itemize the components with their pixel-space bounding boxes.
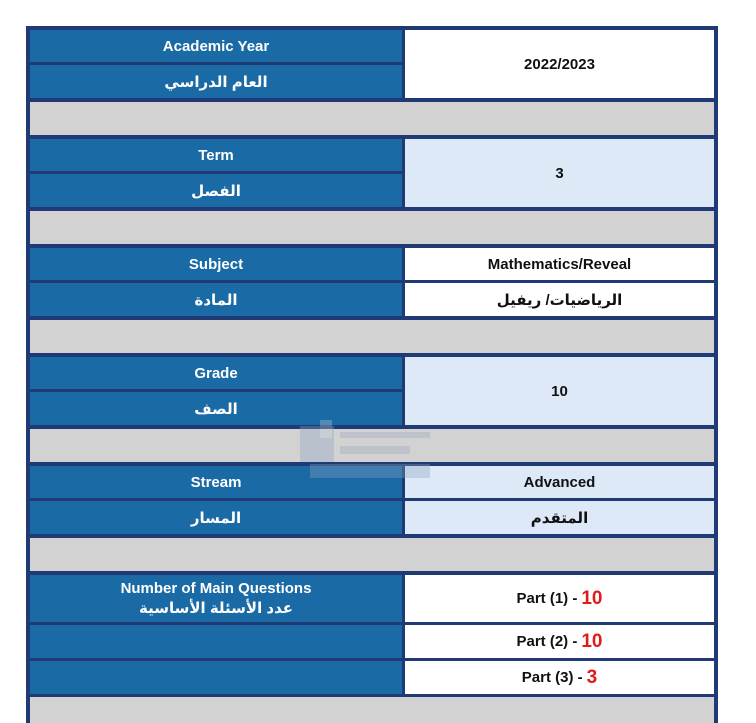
grade-label-ar <box>30 392 402 425</box>
grade-value-text: 10 <box>551 382 568 400</box>
part-3-count: 3 <box>586 666 598 688</box>
subject-value-ar-text: الرياضيات/ ريفيل <box>496 291 623 309</box>
term-value <box>405 139 714 207</box>
spacer-row <box>30 320 714 353</box>
term-label-ar <box>30 174 402 207</box>
spacer-row <box>30 102 714 135</box>
academic-year-value-text: 2022/2023 <box>524 55 595 73</box>
subject-value-ar <box>405 283 714 316</box>
grade-label-en <box>30 357 402 389</box>
stream-label-en <box>30 466 402 498</box>
term-value-text: 3 <box>555 164 564 182</box>
part-3-label: Part (3) - <box>521 669 583 686</box>
part-1-value <box>405 575 714 622</box>
part-1-count: 10 <box>581 587 603 609</box>
subject-label-en-text: Subject <box>188 255 244 273</box>
term-label-en <box>30 139 402 171</box>
stream-label-en-text: Stream <box>190 473 242 491</box>
academic-year-label-ar-text: العام الدراسي <box>164 73 268 91</box>
questions-label-filler <box>30 661 402 694</box>
academic-year-label-en-text: Academic Year <box>162 37 270 55</box>
part-2-count: 10 <box>581 630 603 652</box>
subject-label-ar <box>30 283 402 316</box>
subject-value-en-text: Mathematics/Reveal <box>487 255 632 273</box>
questions-label-ar-text: عدد الأسئلة الأساسية <box>138 599 293 617</box>
spacer-row <box>30 211 714 244</box>
questions-label-filler <box>30 625 402 658</box>
subject-value-en <box>405 248 714 280</box>
subject-label-ar-text: المادة <box>194 291 238 309</box>
stream-value-ar <box>405 501 714 534</box>
academic-year-label-en <box>30 30 402 62</box>
stream-value-en <box>405 466 714 498</box>
subject-label-en <box>30 248 402 280</box>
stream-label-ar <box>30 501 402 534</box>
stream-value-ar-text: المتقدم <box>530 509 589 527</box>
spacer-row <box>30 538 714 571</box>
grade-label-en-text: Grade <box>194 364 238 382</box>
grade-value <box>405 357 714 425</box>
term-label-en-text: Term <box>198 146 234 164</box>
spacer-row <box>30 697 714 723</box>
stream-value-en-text: Advanced <box>523 473 596 491</box>
academic-year-label-ar <box>30 65 402 98</box>
info-table <box>26 26 718 723</box>
grade-label-ar-text: الصف <box>194 400 238 418</box>
term-label-ar-text: الفصل <box>191 182 241 200</box>
part-1-label: Part (1) - <box>516 590 578 607</box>
spacer-row <box>30 429 714 462</box>
academic-year-value <box>405 30 714 98</box>
questions-label <box>30 575 402 622</box>
part-2-value <box>405 625 714 658</box>
part-3-value <box>405 661 714 694</box>
part-2-label: Part (2) - <box>516 633 578 650</box>
questions-label-en-text: Number of Main Questions <box>120 579 312 597</box>
stream-label-ar-text: المسار <box>190 509 242 527</box>
